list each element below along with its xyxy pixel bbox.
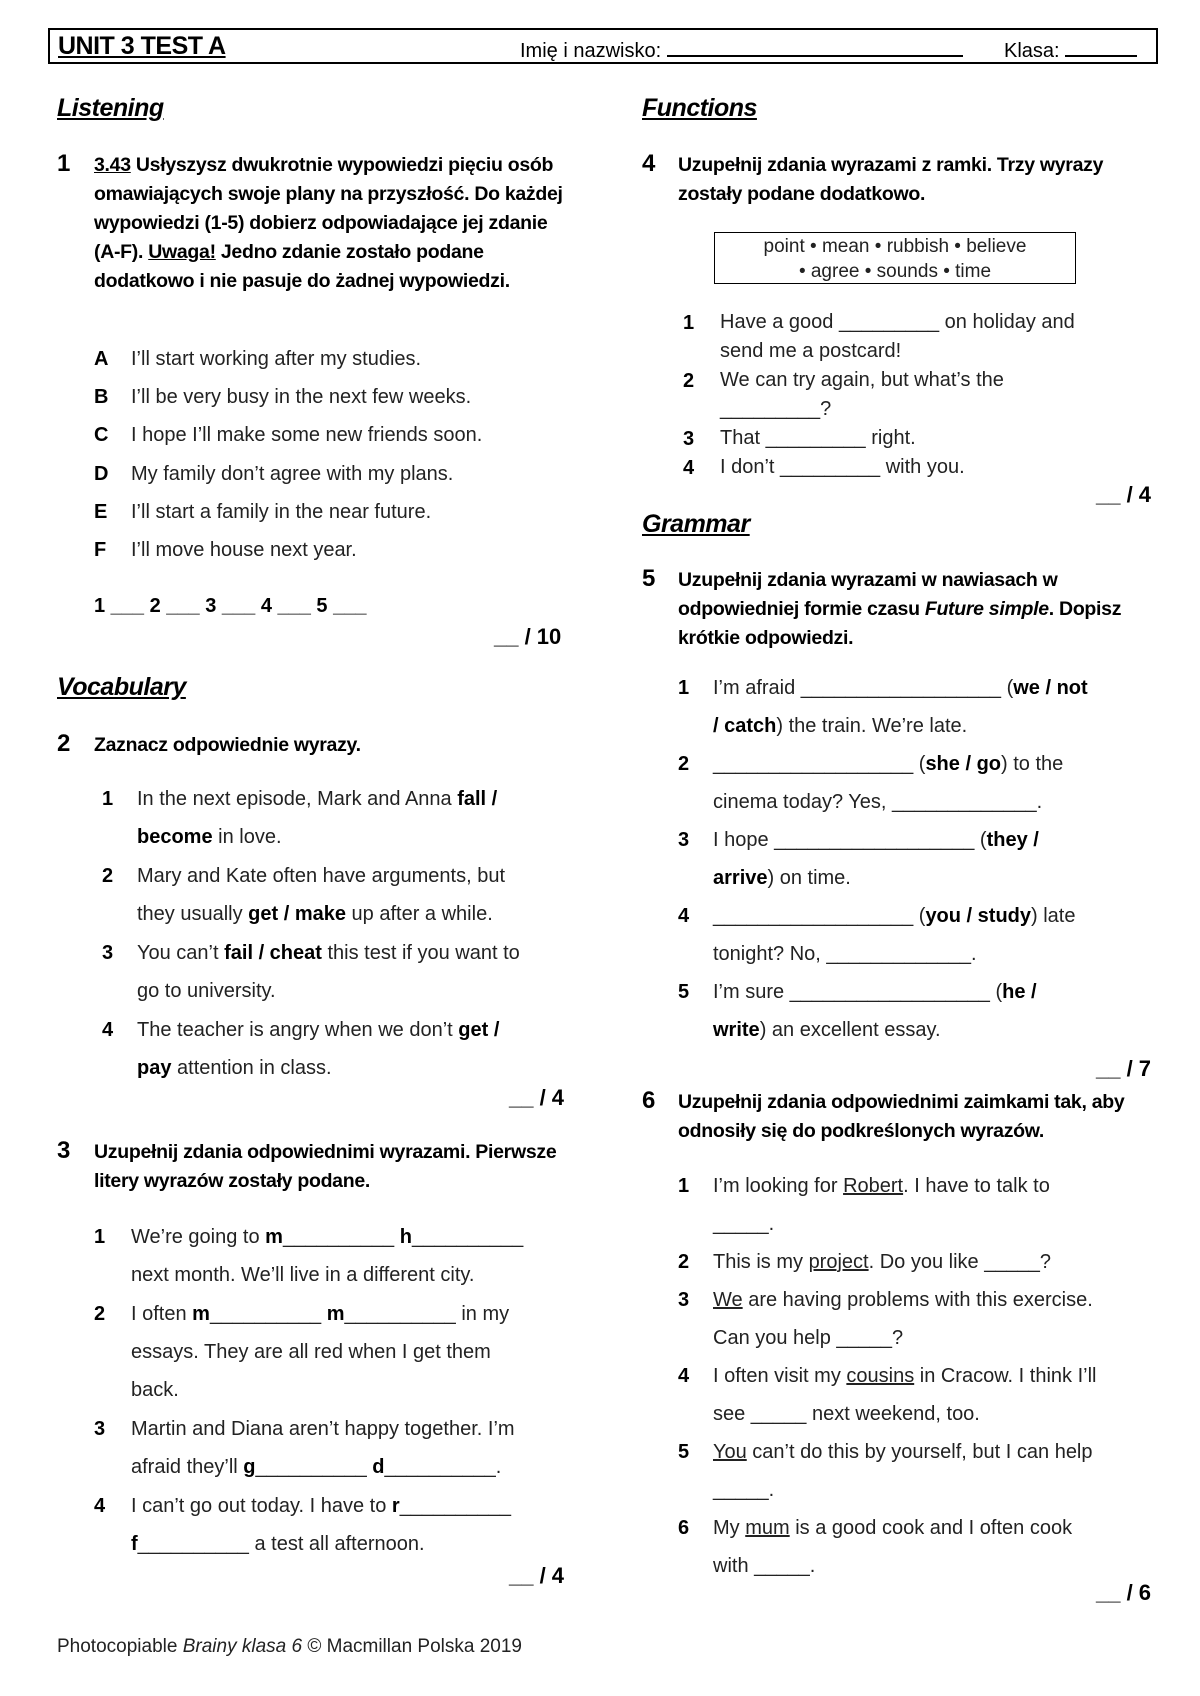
sentence-line: __________________ (she / go) to the xyxy=(713,753,1064,775)
sentence-line: I’m sure __________________ (he / xyxy=(713,981,1037,1003)
item-number: 2 xyxy=(678,1251,690,1273)
item-number: 1 xyxy=(678,677,690,699)
option-letter: F xyxy=(94,539,107,561)
sentence-line: That _________ right. xyxy=(720,427,916,449)
keyword-choice: fail / cheat xyxy=(224,942,322,964)
sentence-line: afraid they’ll g__________ d__________. xyxy=(131,1456,502,1478)
sentence-line: cinema today? Yes, _____________. xyxy=(713,791,1043,813)
sentence-line: I can’t go out today. I have to r__________ xyxy=(131,1495,511,1517)
option-text: I’ll move house next year. xyxy=(131,539,357,561)
option-text: I’ll be very busy in the next few weeks. xyxy=(131,386,472,409)
underlined-reference: Robert xyxy=(843,1175,904,1197)
warning-label: Uwaga! xyxy=(148,241,216,263)
exercise-3-score: __ / 4 xyxy=(509,1563,565,1588)
keyword-choice: she / go xyxy=(925,753,1002,775)
exercise-3-instruction: Uzupełnij zdania odpowiednimi wyrazami. Pierwsze litery wyrazów zostały podane. xyxy=(94,1141,557,1192)
option-letter: A xyxy=(94,348,109,370)
keyword-choice: m xyxy=(265,1226,283,1248)
word-box xyxy=(714,232,1076,284)
sentence-line: see _____ next weekend, too. xyxy=(713,1403,980,1425)
keyword-choice: become xyxy=(137,826,213,848)
item-number: 1 xyxy=(678,1175,690,1197)
item-number: 5 xyxy=(678,1441,690,1463)
sentence-line: The teacher is angry when we don’t get / xyxy=(137,1019,500,1041)
sentence-line: / catch) the train. We’re late. xyxy=(713,715,968,737)
sentence-line: back. xyxy=(131,1379,179,1401)
sentence-line: I often visit my cousins in Cracow. I think I’ll xyxy=(713,1365,1097,1387)
item-number: 4 xyxy=(683,457,695,479)
keyword-choice: f xyxy=(131,1533,138,1555)
item-number: 3 xyxy=(678,1289,690,1311)
item-number: 2 xyxy=(94,1303,106,1325)
option-letter: B xyxy=(94,386,109,409)
keyword-choice: m xyxy=(192,1303,210,1325)
sentence-line: next month. We’ll live in a different city. xyxy=(131,1264,475,1286)
exercise-6-instruction: Uzupełnij zdania odpowiednimi zaimkami tak, aby odnosiły się do podkreślonych wyrazów. xyxy=(678,1091,1125,1142)
exercise-4-instruction: Uzupełnij zdania wyrazami z ramki. Trzy wyrazy zostały podane dodatkowo. xyxy=(678,154,1104,205)
keyword-choice: g xyxy=(243,1456,256,1478)
name-field xyxy=(520,37,963,63)
keyword-choice: arrive xyxy=(713,867,768,889)
option-letter: C xyxy=(94,424,109,447)
underlined-reference: mum xyxy=(745,1517,790,1539)
class-field xyxy=(1004,37,1137,63)
name-label: Imię i nazwisko: xyxy=(520,40,662,62)
sentence-line: You can’t do this by yourself, but I can help xyxy=(713,1441,1093,1463)
keyword-choice: m xyxy=(326,1303,345,1325)
sentence-line: send me a postcard! xyxy=(720,340,902,362)
exercise-6-score: __ / 6 xyxy=(1096,1580,1152,1605)
sentence-line: You can’t fail / cheat this test if you want to xyxy=(137,942,520,964)
option-letter: E xyxy=(94,500,108,523)
sentence-line: arrive) on time. xyxy=(713,867,851,889)
item-number: 6 xyxy=(678,1517,690,1539)
keyword-choice: we / not xyxy=(1013,677,1088,699)
exercise-2-instruction: Zaznacz odpowiednie wyrazy. xyxy=(94,734,361,756)
keyword-choice: get / make xyxy=(248,903,346,925)
sentence-line: go to university. xyxy=(137,980,276,1002)
header-box xyxy=(48,28,1158,64)
item-number: 2 xyxy=(678,753,690,775)
sentence-line: _____. xyxy=(713,1213,775,1235)
option-letter: D xyxy=(94,462,109,485)
sentence-line: Can you help _____? xyxy=(713,1327,904,1349)
exercise-2-score: __ / 4 xyxy=(509,1085,565,1110)
option-text: I’ll start a family in the near future. xyxy=(131,500,432,523)
exercise-5-instruction: Uzupełnij zdania wyrazami w nawiasach w odpowiedniej formie czasu Future simple. Dopisz krótkie odpowiedzi. xyxy=(678,569,1122,649)
keyword-choice: d xyxy=(372,1456,385,1478)
sentence-line: We’re going to m__________ h__________ xyxy=(131,1226,524,1248)
word-box-line: point • mean • rubbish • believe xyxy=(763,236,1027,257)
sentence-line: I don’t _________ with you. xyxy=(720,456,965,478)
section-title-vocabulary: Vocabulary xyxy=(57,673,186,701)
underlined-reference: You xyxy=(713,1441,747,1463)
sentence-line: I often m__________ m__________ in my xyxy=(131,1303,510,1325)
exercise-number: 1 xyxy=(57,150,71,177)
keyword-choice: they / xyxy=(986,829,1039,851)
item-number: 1 xyxy=(102,788,114,810)
sentence-line: This is my project. Do you like _____? xyxy=(713,1251,1051,1273)
keyword-choice: / catch xyxy=(713,715,777,737)
exercise-number: 4 xyxy=(642,150,656,177)
item-number: 1 xyxy=(94,1226,106,1248)
item-number: 3 xyxy=(102,942,114,964)
section-title-listening: Listening xyxy=(57,94,164,122)
keyword-choice: he / xyxy=(1002,981,1037,1003)
sentence-line: they usually get / make up after a while. xyxy=(137,903,493,925)
underlined-reference: cousins xyxy=(846,1365,915,1387)
keyword-choice: r xyxy=(391,1495,400,1517)
sentence-line: write) an excellent essay. xyxy=(713,1019,941,1041)
name-blank[interactable] xyxy=(667,37,963,57)
keyword-choice: h xyxy=(399,1226,412,1248)
exercise-number: 6 xyxy=(642,1087,656,1114)
class-blank[interactable] xyxy=(1065,37,1137,57)
word-box-line: • agree • sounds • time xyxy=(798,261,992,282)
item-number: 2 xyxy=(683,370,695,392)
sentence-line: _____. xyxy=(713,1479,775,1501)
sentence-line: f__________ a test all afternoon. xyxy=(131,1533,425,1555)
sentence-line: We can try again, but what’s the xyxy=(720,369,1004,391)
item-number: 4 xyxy=(678,905,690,927)
item-number: 3 xyxy=(678,829,690,851)
exercise-1-score: __ / 10 xyxy=(494,624,562,649)
underlined-reference: project xyxy=(808,1251,869,1273)
sentence-line: We are having problems with this exercise. xyxy=(713,1289,1093,1311)
exercise-4-score: __ / 4 xyxy=(1096,482,1152,507)
keyword-choice: write xyxy=(713,1019,760,1041)
sentence-line: My mum is a good cook and I often cook xyxy=(713,1517,1073,1539)
option-text: I hope I’ll make some new friends soon. xyxy=(131,424,483,447)
exercise-1-instruction: 3.43 Usłyszysz dwukrotnie wypowiedzi pięciu osób omawiających swoje plany na przyszłość. Do każdej wypowiedzi (1-5) dobierz odpowiadające jej zdanie (A-F). Uwaga! Jedno zdanie zostało podane dodatkowo i nie pasuje do żadnej wypowiedzi. xyxy=(94,154,563,292)
item-number: 3 xyxy=(94,1418,106,1440)
sentence-line: I’m afraid __________________ (we / not xyxy=(713,677,1088,699)
option-text: My family don’t agree with my plans. xyxy=(131,462,454,485)
exercise-5-score: __ / 7 xyxy=(1096,1056,1152,1081)
item-number: 4 xyxy=(678,1365,690,1387)
class-label: Klasa: xyxy=(1004,40,1060,62)
sentence-line: I’m looking for Robert. I have to talk to xyxy=(713,1175,1050,1197)
option-text: I’ll start working after my studies. xyxy=(131,348,422,370)
sentence-line: Martin and Diana aren’t happy together. I’m xyxy=(131,1418,515,1440)
sentence-line: Mary and Kate often have arguments, but xyxy=(137,865,505,887)
exercise-number: 5 xyxy=(642,565,656,592)
sentence-line: become in love. xyxy=(137,826,282,848)
item-number: 1 xyxy=(683,312,695,334)
underlined-reference: We xyxy=(713,1289,743,1311)
item-number: 4 xyxy=(94,1495,106,1517)
item-number: 5 xyxy=(678,981,690,1003)
exercise-number: 3 xyxy=(57,1137,71,1164)
exercise-1-answer-blanks[interactable]: 1 ___ 2 ___ 3 ___ 4 ___ 5 ___ xyxy=(94,595,367,617)
item-number: 4 xyxy=(102,1019,114,1041)
test-title: UNIT 3 TEST A xyxy=(58,32,226,60)
sentence-line: tonight? No, _____________. xyxy=(713,943,977,965)
keyword-choice: get / xyxy=(458,1019,500,1041)
keyword-choice: fall / xyxy=(457,788,498,810)
sentence-line: _________? xyxy=(720,398,832,420)
section-title-grammar: Grammar xyxy=(642,510,750,538)
sentence-line: __________________ (you / study) late xyxy=(713,905,1076,927)
keyword-choice: you / study xyxy=(925,905,1032,927)
sentence-line: In the next episode, Mark and Anna fall / xyxy=(137,788,498,810)
section-title-functions: Functions xyxy=(642,94,757,122)
sentence-line: with _____. xyxy=(713,1555,816,1577)
sentence-line: essays. They are all red when I get them xyxy=(131,1341,491,1363)
sentence-line: Have a good _________ on holiday and xyxy=(720,311,1075,333)
sentence-line: pay attention in class. xyxy=(137,1057,332,1079)
keyword-choice: pay xyxy=(137,1057,172,1079)
sentence-line: I hope __________________ (they / xyxy=(713,829,1039,851)
item-number: 2 xyxy=(102,865,114,887)
exercise-number: 2 xyxy=(57,730,71,757)
track-number: 3.43 xyxy=(94,154,131,176)
item-number: 3 xyxy=(683,428,695,450)
footer-copyright: Photocopiable Brainy klasa 6 © Macmillan Polska 2019 xyxy=(57,1636,522,1657)
